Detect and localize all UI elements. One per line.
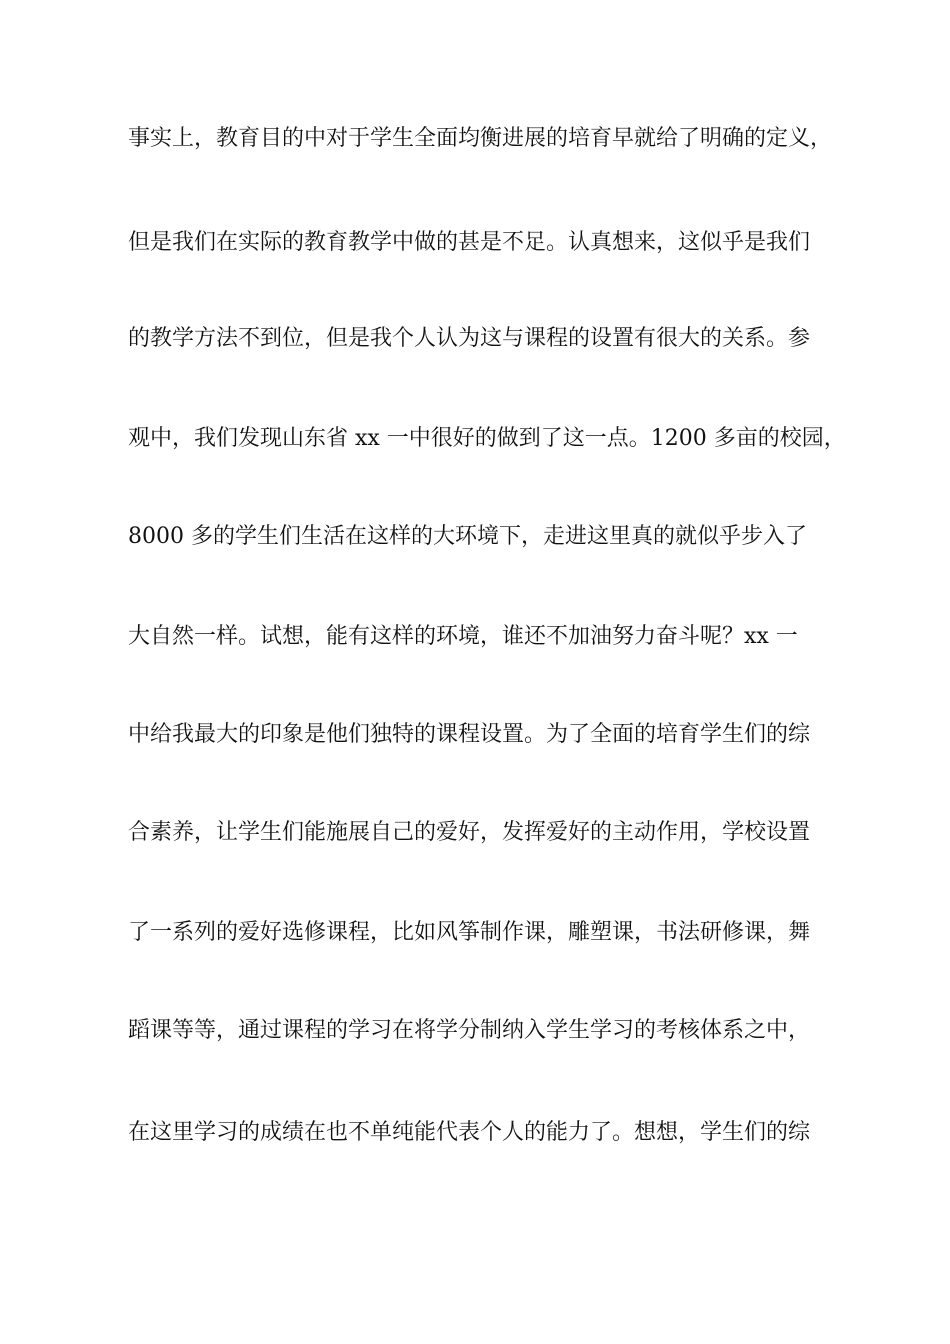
paragraph-line-8: 合素养，让学生们能施展自己的爱好，发挥爱好的主动作用，学校设置 [128,820,811,845]
paragraph-line-6: 大自然一样。试想，能有这样的环境，谁还不加油努力奋斗呢？xx 一 [128,624,798,649]
paragraph-line-1: 事实上，教育目的中对于学生全面均衡进展的培育早就给了明确的定义， [128,126,833,151]
paragraph-line-10: 蹈课等等，通过课程的学习在将学分制纳入学生学习的考核体系之中， [128,1018,811,1043]
paragraph-line-4: 观中，我们发现山东省 xx 一中很好的做到了这一点。1200 多亩的校园， [128,426,846,451]
paragraph-line-7: 中给我最大的印象是他们独特的课程设置。为了全面的培育学生们的综 [128,722,811,747]
paragraph-line-11: 在这里学习的成绩在也不单纯能代表个人的能力了。想想，学生们的综 [128,1120,811,1145]
paragraph-line-9: 了一系列的爱好选修课程，比如风筝制作课，雕塑课，书法研修课，舞 [128,920,811,945]
paragraph-line-3: 的教学方法不到位，但是我个人认为这与课程的设置有很大的关系。参 [128,326,811,351]
paragraph-line-5: 8000 多的学生们生活在这样的大环境下，走进这里真的就似乎步入了 [128,524,807,549]
paragraph-line-2: 但是我们在实际的教育教学中做的甚是不足。认真想来，这似乎是我们 [128,230,811,255]
